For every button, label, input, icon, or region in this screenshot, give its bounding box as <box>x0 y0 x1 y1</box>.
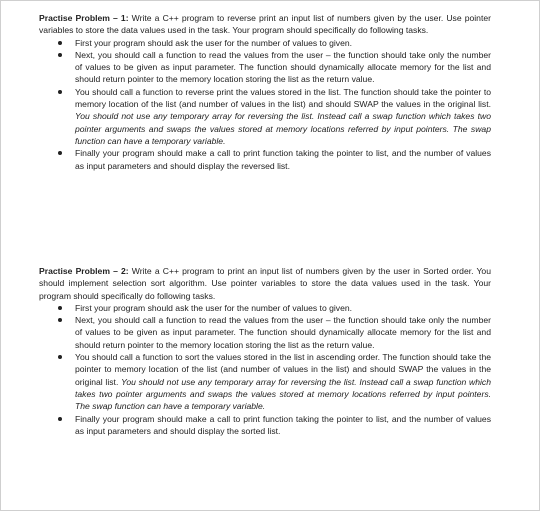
bullet-icon <box>58 90 62 94</box>
task-item <box>75 351 491 412</box>
task-emphasis-text: You should not use any temporary array for reversing the list. Instead call a swap function which takes two pointer arguments and swaps the values stored at memory locations referred by input pointers. The swap function can have a temporary variable. <box>75 111 491 146</box>
bullet-icon <box>58 41 62 45</box>
task-text: You should call a function to reverse print the values stored in the list. The function should take the pointer to memory location of the list (and number of values in the list) and should SWAP the values in the original list. <box>75 86 491 110</box>
bullet-icon <box>58 306 62 310</box>
task-text: Next, you should call a function to read the values from the user – the function should take only the number of values to be given as input parameter. The function should dynamically allocate memory for the list and should return pointer to the memory location storing the list as the return value. <box>75 315 491 350</box>
problem-description: Write a C++ program to print an input list of numbers given by the user in Sorted order. You should implement selection sort algorithm. Use pointer variables to store the data values used in the task. Your program should specifically do following tasks. <box>39 266 491 301</box>
task-item <box>75 314 491 351</box>
task-item <box>75 86 491 147</box>
practise-problem-1 <box>39 12 491 172</box>
problem-heading: Practise Problem – 1: <box>39 13 129 23</box>
task-item <box>75 413 491 438</box>
bullet-icon <box>58 318 62 322</box>
task-text: First your program should ask the user for the number of values to given. <box>75 302 353 313</box>
task-item <box>75 49 491 86</box>
problem-intro <box>39 265 491 302</box>
task-text: First your program should ask the user for the number of values to given. <box>75 37 353 48</box>
task-text: Finally your program should make a call to print function taking the pointer to list, and the number of values as input parameters and should display the reversed list. <box>75 148 491 171</box>
task-item <box>75 37 491 49</box>
task-text: You should call a function to sort the values stored in the list in ascending order. The function should take the pointer to memory location of the list (and number of values in the list) and should SWAP the values in the original list. <box>75 352 491 387</box>
bullet-icon <box>58 417 62 421</box>
task-text: Finally your program should make a call to print function taking the pointer to list, and the number of values as input parameters and should display the sorted list. <box>75 413 491 436</box>
bullet-icon <box>58 355 62 359</box>
problem-description: Write a C++ program to reverse print an input list of numbers given by the user. Use pointer variables to store the data values used in the task. Your program should specifically do following tasks. <box>39 13 491 36</box>
task-text: Next, you should call a function to read the values from the user – the function should take only the number of values to be given as input parameter. The function should dynamically allocate memory for the list and should return pointer to the memory location storing the list as the return value. <box>75 49 491 85</box>
problem-intro <box>39 12 491 37</box>
bullet-icon <box>58 151 62 155</box>
task-item <box>75 302 491 314</box>
task-list <box>39 37 491 172</box>
practise-problem-2 <box>39 265 491 437</box>
task-item <box>75 147 491 172</box>
problem-heading: Practise Problem – 2: <box>39 266 129 276</box>
task-emphasis-text: You should not use any temporary array for reversing the list. Instead call a swap function which takes two pointer arguments and swaps the values stored at memory locations referred by input pointers. The swap function can have a temporary variable. <box>75 376 491 412</box>
bullet-icon <box>58 53 62 57</box>
task-list <box>39 302 491 437</box>
